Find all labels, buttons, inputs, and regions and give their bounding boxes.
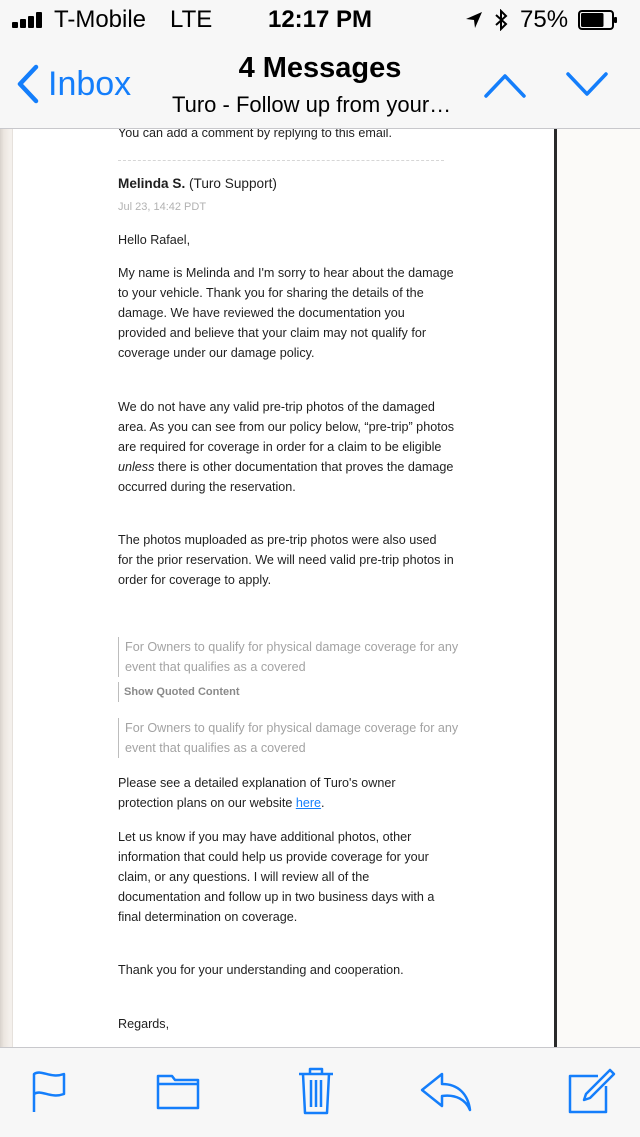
sender-org: (Turo Support): [189, 176, 277, 191]
turo-protection-link[interactable]: here: [295, 796, 322, 810]
chevron-down-icon[interactable]: [564, 66, 610, 102]
sender-line: [118, 174, 277, 194]
message-divider: [118, 160, 444, 161]
paragraph-5: Let us know if you may have additional photos, other information that could help us provide coverage for your claim, or any questions. I will review all of the documentation and follow up in two business days with a final determination on coverage.: [118, 830, 435, 924]
battery-icon: [578, 10, 618, 30]
chevron-up-icon[interactable]: [482, 66, 528, 102]
paragraph-2-text: We do not have any valid pre-trip photos of the damaged area. As you can see from our policy below, “pre-trip” photos are required for coverage in order for a claim to be eligible: [118, 400, 454, 454]
paragraph-2-emphasis: unless: [118, 460, 155, 474]
bluetooth-icon: [493, 9, 509, 31]
page-margin: [557, 129, 640, 1047]
carrier-name: T-Mobile: [54, 6, 147, 33]
paragraph-4: [118, 773, 454, 813]
nav-title: 4 Messages: [238, 52, 402, 84]
battery-percentage: 75%: [520, 6, 569, 33]
email-page: [12, 129, 557, 1047]
message-content-area[interactable]: [0, 129, 640, 1047]
paragraph-4-text: Please see a detailed explanation of Turo's owner protection plans on our website: [118, 776, 396, 810]
nav-subtitle: Turo - Follow up from your…: [172, 92, 452, 117]
reply-icon[interactable]: [420, 1072, 472, 1112]
paragraph-4-end: .: [321, 796, 325, 810]
paragraph-3: The photos muploaded as pre-trip photos were also used for the prior reservation. We will need valid pre-trip photos in order for coverage to apply.: [118, 533, 454, 587]
signoff: Regards,: [118, 1017, 170, 1031]
quoted-text-1: For Owners to qualify for physical damage coverage for any event that qualifies as a covered: [118, 637, 461, 677]
message-timestamp: Jul 23, 14:42 PDT: [118, 201, 207, 213]
paragraph-6: Thank you for your understanding and cooperation.: [118, 963, 404, 977]
folder-icon[interactable]: [156, 1070, 200, 1110]
back-button-label: Inbox: [48, 64, 132, 103]
sender-name: Melinda S.: [118, 176, 186, 191]
paragraph-2-text-end: there is other documentation that proves the damage occurred during the reservation.: [118, 460, 454, 494]
quoted-text-2: For Owners to qualify for physical damage coverage for any event that qualifies as a covered: [118, 718, 461, 758]
bottom-toolbar: [0, 1047, 640, 1137]
reply-instruction-text: You can add a comment by replying to this email.: [118, 129, 392, 140]
paragraph-2: [118, 397, 454, 497]
status-time: 12:17 PM: [267, 6, 373, 33]
greeting: Hello Rafael,: [118, 233, 191, 247]
network-type: LTE: [170, 6, 213, 33]
status-bar: [0, 0, 640, 40]
paragraph-1: My name is Melinda and I'm sorry to hear about the damage to your vehicle. Thank you for sharing the details of the damage. We have reviewed the documentation you provided and believe that your claim may not qualify for coverage under our damage policy.: [118, 266, 454, 360]
location-arrow-icon: [464, 10, 484, 30]
trash-icon[interactable]: [297, 1066, 335, 1116]
flag-icon[interactable]: [30, 1070, 68, 1114]
show-quoted-content-link[interactable]: Show Quoted Content: [118, 682, 239, 702]
navigation-bar: [0, 40, 640, 129]
compose-icon[interactable]: [568, 1068, 616, 1114]
